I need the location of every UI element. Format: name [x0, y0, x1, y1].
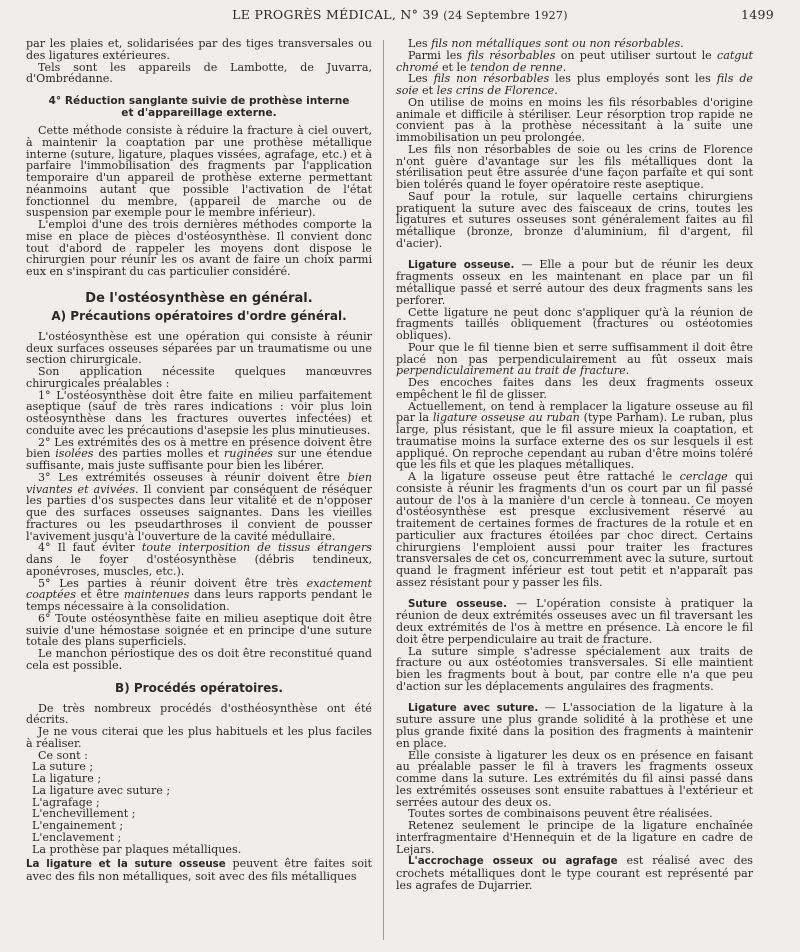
paragraph: 2° Les extrémités des os à mettre en présence doivent être bien isolées des parties molles et ruginées sur une étendue suffisante, mais juste suffisante pour bien les libérer. — [26, 435, 373, 472]
issue-date: (24 Septembre 1927) — [443, 9, 568, 22]
paragraph: Elle consiste à ligaturer les deux os en présence en faisant au préalable passer le fil à travers les fragments osseux comme dans la suture. Les extrémités du fil ainsi passé dans les extrémités osseuses sont ensuite rabattues à l'extérieur et serrées autour des deux os. — [396, 748, 753, 809]
paragraph: On utilise de moins en moins les fils résorbables d'origine animale et difficile à stériliser. Leur résorption trop rapide ne convient pas à la prothèse nécessitant à la suite une immobilisation un peu prolongée. — [396, 95, 753, 144]
paragraph: Les fils non résorbables les plus employés sont les fils de soie et les crins de Florence. — [396, 72, 753, 97]
list-item: La suture ; — [32, 760, 94, 774]
paragraph: Ligature avec suture. — L'association de la ligature à la suture assure une plus grande solidité à la prothèse et une plus grande fixité dans la position des fragments à maintenir en place. — [396, 700, 754, 750]
paragraph: Retenez seulement le principe de la ligature enchaînée interfragmentaire d'Hennequin et de la ligature en cadre de Lejars. — [396, 819, 753, 856]
subheading: A) Précautions opératoires d'ordre général. — [51, 308, 347, 323]
paragraph: Des encoches faites dans les deux fragments osseux empêchent le fil de glisser. — [396, 376, 753, 401]
list-item: L'engainement ; — [32, 819, 124, 832]
paragraph: Cette ligature ne peut donc s'appliquer qu'à la réunion de fragments taillés obliquement (fractures ou ostéotomies obliques). — [396, 305, 753, 342]
paragraph: Actuellement, on tend à remplacer la ligature osseuse au fil par la ligature osseuse au ruban (type Parham). Le ruban, plus large, plus résistant, que le fil assure mieux la coaptation, et traumatise moins la surface externe des os sur lesquels il est appliqué. On reproche cependant au ruban d'être moins toléré que les fils et que les plaques métalliques. — [396, 399, 754, 472]
paragraph: Les fils non métalliques sont ou non résorbables. — [408, 37, 684, 50]
paragraph: 6° Toute ostéosynthèse faite en milieu aseptique doit être suivie d'une hémostase soignée et en principe d'une suture totale des plans superficiels. — [26, 611, 372, 649]
run-in-heading: Ligature osseuse. — [408, 258, 515, 271]
paragraph: Les fils non résorbables de soie ou les crins de Florence n'ont guère d'avantage sur les fils métalliques dont la stérilisation peut être assurée d'une façon parfaite et qui sont bien tolérés quand le foyer opératoire reste aseptique. — [396, 142, 753, 191]
paragraph: L'accrochage osseux ou agrafage est réalisé avec des crochets métalliques dont le type courant est représenté par les agrafes de Dujarrier. — [396, 854, 753, 892]
paragraph: 1° L'ostéosynthèse doit être faite en milieu parfaitement aseptique (sauf de très rares indications : voir plus loin ostéosynthèse dans les fractures ouvertes infectées) et conduite avec les précautions d'asepsie les plus minutieuses. — [26, 388, 372, 437]
section-heading: et d'appareillage externe. — [121, 107, 277, 119]
paragraph: La suture simple s'adresse spécialement aux traits de fracture ou aux ostéotomies transversales. Si elle maintient bien les fragments bout à bout, par contre elle n'a que peu d'action sur les déplacements angulaires des fragments. — [396, 644, 753, 693]
list-item: La ligature ; — [32, 772, 102, 785]
paragraph: Toutes sortes de combinaisons peuvent être réalisées. — [408, 807, 713, 821]
right-column — [396, 38, 753, 892]
paragraph: Sauf pour la rotule, sur laquelle certains chirurgiens pratiquent la suture avec des faisceaux de crins, toutes les ligatures et sutures osseuses sont généralement faites au fil métallique (bronze, bronze d'aluminium, fil d'argent, fil d'acier). — [396, 189, 753, 250]
run-in-heading: Ligature avec suture. — [408, 701, 539, 714]
paragraph: Tels sont les appareils de Lambotte, de Juvarra, d'Ombrédanne. — [26, 60, 372, 86]
journal-title: LE PROGRÈS MÉDICAL, N° 39 — [232, 7, 439, 22]
run-in-heading: Suture osseuse. — [408, 597, 507, 610]
paragraph: Ligature osseuse. — Elle a pour but de réunir les deux fragments osseux en les maintenant en place par un fil métallique passé et serré autour des deux fragments sans les perforer. — [396, 257, 753, 307]
main-heading: De l'ostéosynthèse en général. — [85, 290, 313, 306]
running-head — [0, 7, 800, 25]
subheading: B) Procédés opératoires. — [115, 680, 283, 695]
paragraph: L'emploi d'une des trois dernières méthodes comporte la mise en place de pièces d'ostéosynthèse. Il convient donc tout d'abord de rappeler les moyens dont dispose le chirurgien pour réunir les os avant de faire un choix parmi eux en s'inspirant du cas particulier considéré. — [26, 218, 372, 278]
paragraph: Suture osseuse. — L'opération consiste à pratiquer la réunion de deux extrémités osseuses avec un fil traversant les deux extrémités de l'os à mettre en présence. Là encore le fil doit être perpendiculaire au trait de fracture. — [396, 596, 753, 646]
paragraph: 5° Les parties à réunir doivent être très exactement coaptées et être maintenues dans leurs rapports pendant le temps nécessaire à la consolidation. — [26, 576, 373, 613]
paragraph: Cette méthode consiste à réduire la fracture à ciel ouvert, à maintenir la coaptation par une prothèse métallique interne (suture, ligature, plaques vissées, agrafage, etc.) et à parfaire l'immobilisation des fragments par l'application temporaire d'un appareil de prothèse externe permettant néanmoins autant que possible l'activation de l'état fonctionnel du membre, (appareil de marche ou de suspension par exemple pour le membre inférieur). — [26, 124, 372, 220]
column-divider — [383, 40, 384, 940]
list-item: La ligature avec suture ; — [32, 783, 171, 797]
paragraph: par les plaies et, solidarisées par des tiges transversales ou des ligatures extérieures. — [26, 37, 372, 62]
paragraph: Son application nécessite quelques manœuvres chirurgicales préalables : — [26, 365, 372, 390]
list-item: L'enchevillement ; — [32, 807, 136, 821]
paragraph: La ligature et la suture osseuse peuvent être faites soit avec des fils non métalliques, soit avec des fils métalliques — [26, 857, 373, 883]
paragraph: A la ligature osseuse peut être rattaché le cerclage qui consiste à réunir les fragments d'un os court par un fil passé autour de l'os à la manière d'un cercle à tonneau. Ce moyen d'ostéosynthèse est presque exclusivement réservé au traitement de certaines formes de fractures de la rotule et en particulier aux fractures étoilées par choc direct. Certains chirurgiens l'emploient aussi pour traiter les fractures transversales de cet os, concurremment avec la suture, surtout quand le fragment inférieur est tout petit et n'apparaît pas assez résistant pour y passer les fils. — [396, 470, 753, 589]
paragraph: Parmi les fils résorbables on peut utiliser surtout le catgut chromé et le tendon de renne. — [396, 48, 753, 74]
run-in-heading: L'accrochage osseux ou agrafage — [408, 855, 618, 868]
paragraph: De très nombreux procédés d'osthéosynthèse ont été décrits. — [26, 701, 372, 727]
list-item: L'enclavement ; — [32, 830, 122, 844]
paragraph: Le manchon périostique des os doit être reconstitué quand cela est possible. — [26, 647, 372, 672]
paragraph: 4° Il faut éviter toute interposition de tissus étrangers dans le foyer d'ostéosynthèse (débris tendineux, aponévroses, muscles, etc.). — [26, 541, 372, 578]
paragraph: L'ostéosynthèse est une opération qui consiste à réunir deux surfaces osseuses séparées par un traumatisme ou une section chirurgicale. — [26, 329, 372, 367]
paragraph: 3° Les extrémités osseuses à réunir doivent être bien vivantes et avivées. Il convient par conséquent de réséquer les parties d'os suspectes dans leur vitalité et de n'opposer que des surfaces osseuses saignantes. Dans les vieilles fractures ou les pseudarthroses il convient de pousser l'avivement jusqu'à l'ouverture de la cavité médullaire. — [26, 470, 372, 543]
procedure-list — [26, 761, 372, 855]
page-number: 1499 — [740, 7, 774, 22]
list-item: L'agrafage ; — [32, 795, 100, 809]
paragraph: Ce sont : — [38, 748, 88, 762]
section-heading: 4° Réduction sanglante suivie de prothèse interne — [48, 95, 350, 107]
paragraph: Pour que le fil tienne bien et serre suffisamment il doit être placé non pas perpendiculairement au fût osseux mais perpendiculairement au trait de fracture. — [396, 340, 753, 378]
paragraph: Je ne vous citerai que les plus habituels et les plus faciles à réaliser. — [26, 725, 372, 750]
list-item: La prothèse par plaques métalliques. — [32, 842, 242, 856]
left-column — [26, 38, 372, 883]
